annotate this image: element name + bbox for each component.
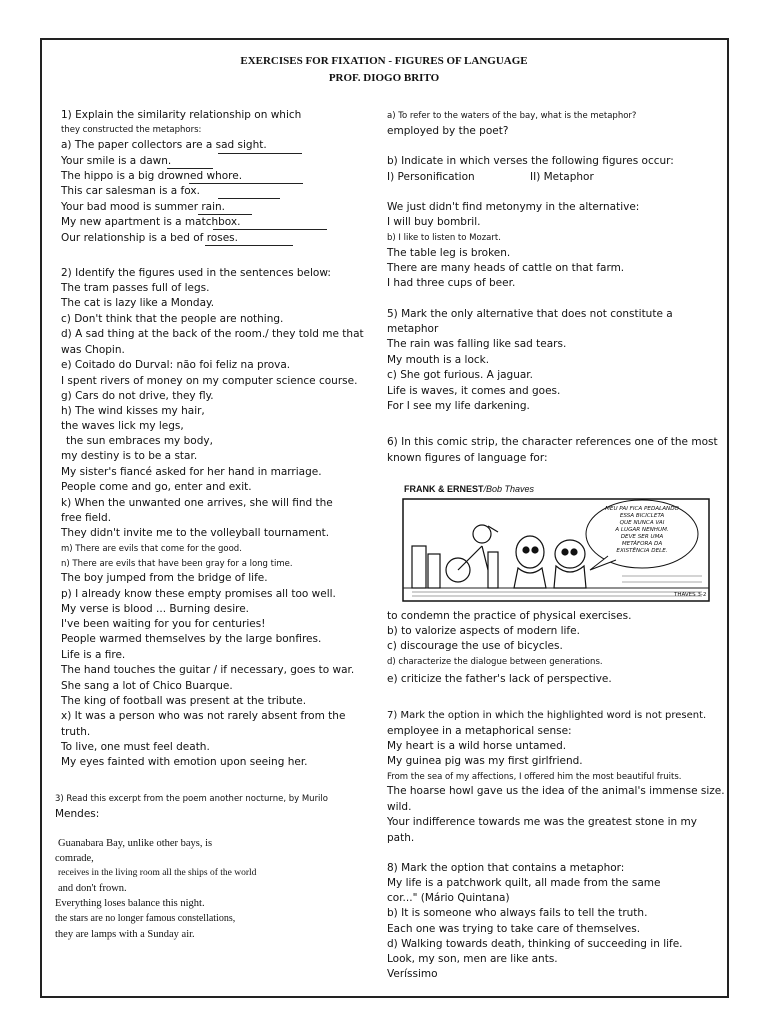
q2-item: People warmed themselves by the large bonfires. bbox=[61, 633, 322, 645]
q2-item: n) There are evils that have been gray for a long time. bbox=[61, 559, 293, 569]
poem-line: Everything loses balance this night. bbox=[55, 898, 205, 909]
q5-item: c) She got furious. A jaguar. bbox=[387, 369, 533, 381]
q4-item: b) I like to listen to Mozart. bbox=[387, 233, 501, 243]
comic-panel bbox=[402, 496, 712, 604]
q8-item: d) Walking towards death, thinking of succeeding in life. bbox=[387, 938, 683, 950]
q2-item: g) Cars do not drive, they fly. bbox=[61, 390, 214, 402]
q1-item: a) The paper collectors are a sad sight. bbox=[61, 139, 267, 151]
comic-title-text: FRANK & ERNEST bbox=[404, 484, 484, 494]
comic-byline: /Bob Thaves bbox=[483, 484, 535, 494]
q2-item: The king of football was present at the tribute. bbox=[61, 695, 307, 707]
q7-prompt-continued: employee in a metaphorical sense: bbox=[387, 725, 572, 737]
q2-item: My sister's fiancé asked for her hand in marriage. bbox=[61, 466, 322, 478]
q8-item: Veríssimo bbox=[387, 968, 438, 980]
q1-prompt-continued: they constructed the metaphors: bbox=[61, 125, 202, 135]
q2-item: The cat is lazy like a Monday. bbox=[61, 297, 215, 309]
q2-item: Life is a fire. bbox=[61, 649, 126, 661]
q8-item: b) It is someone who always fails to tell the truth. bbox=[387, 907, 648, 919]
q6-prompt-continued: known figures of language for: bbox=[387, 452, 548, 464]
balloon-line: DEVE SER UMA bbox=[620, 534, 664, 540]
q2-item: m) There are evils that come for the good. bbox=[61, 544, 242, 554]
poem-line: receives in the living room all the ships of the world bbox=[58, 868, 257, 878]
q2-prompt: 2) Identify the figures used in the sentences below: bbox=[61, 267, 331, 279]
answer-line bbox=[218, 198, 280, 199]
q2-item: To live, one must feel death. bbox=[61, 741, 210, 753]
answer-line bbox=[198, 214, 252, 215]
comic-title bbox=[404, 484, 534, 494]
answer-line bbox=[218, 153, 302, 154]
q2-item: h) The wind kisses my hair, bbox=[61, 405, 205, 417]
poem-line: the stars are no longer famous constellations, bbox=[55, 913, 236, 924]
q2-item: was Chopin. bbox=[61, 344, 125, 356]
poem-line: and don't frown. bbox=[58, 883, 127, 894]
q1-item: Your bad mood is summer rain. bbox=[61, 201, 226, 213]
q2-item: The tram passes full of legs. bbox=[61, 282, 210, 294]
q2-item: d) A sad thing at the back of the room./ they told me that bbox=[61, 328, 364, 340]
q5-item: My mouth is a lock. bbox=[387, 354, 490, 366]
answer-line bbox=[189, 183, 303, 184]
q6-option: b) to valorize aspects of modern life. bbox=[387, 625, 580, 637]
q2-item: p) I already know these empty promises all too well. bbox=[61, 588, 336, 600]
q5-item: The rain was falling like sad tears. bbox=[387, 338, 567, 350]
q7-item: My guinea pig was my first girlfriend. bbox=[387, 755, 583, 767]
q7-item: wild. bbox=[387, 801, 412, 813]
q8-item: Look, my son, men are like ants. bbox=[387, 953, 558, 965]
comic-signature: THAVES 3-2 bbox=[674, 592, 707, 598]
q3-prompt-continued: Mendes: bbox=[55, 808, 100, 820]
q6-option: c) discourage the use of bicycles. bbox=[387, 640, 563, 652]
author-line: PROF. DIOGO BRITO bbox=[328, 72, 440, 84]
q5-prompt-continued: metaphor bbox=[387, 323, 439, 335]
balloon-line: QUE NUNCA VAI bbox=[619, 520, 665, 526]
q7-item: path. bbox=[387, 832, 415, 844]
q7-item: Your indifference towards me was the greatest stone in my bbox=[387, 816, 697, 828]
q2-item: truth. bbox=[61, 726, 91, 738]
q7-item: From the sea of my affections, I offered him the most beautiful fruits. bbox=[387, 772, 682, 782]
balloon-line: A LUGAR NENHUM. bbox=[615, 527, 669, 533]
q7-item: The hoarse howl gave us the idea of the animal's immense size. bbox=[387, 785, 725, 797]
q4-item: I will buy bombril. bbox=[387, 216, 481, 228]
q3-prompt: 3) Read this excerpt from the poem another nocturne, by Murilo bbox=[55, 794, 328, 804]
poem-line: comrade, bbox=[55, 853, 94, 864]
q3a-prompt-continued: employed by the poet? bbox=[387, 125, 509, 137]
q1-item: The hippo is a big drowned whore. bbox=[61, 170, 243, 182]
q1-prompt: 1) Explain the similarity relationship on which bbox=[61, 109, 302, 121]
q1-item: My new apartment is a matchbox. bbox=[61, 216, 241, 228]
q4-item: There are many heads of cattle on that farm. bbox=[387, 262, 625, 274]
q7-prompt: 7) Mark the option in which the highlighted word is not present. bbox=[387, 710, 707, 721]
q6-option: to condemn the practice of physical exercises. bbox=[387, 610, 632, 622]
q8-item: My life is a patchwork quilt, all made from the same bbox=[387, 877, 661, 889]
q6-option: e) criticize the father's lack of perspective. bbox=[387, 673, 612, 685]
q2-item: free field. bbox=[61, 512, 112, 524]
q3b-option: I) Personification bbox=[387, 171, 475, 183]
q4-item: The table leg is broken. bbox=[387, 247, 511, 259]
q1-item: Our relationship is a bed of roses. bbox=[61, 232, 238, 244]
q3a-prompt: a) To refer to the waters of the bay, what is the metaphor? bbox=[387, 111, 637, 121]
q1-item: This car salesman is a fox. bbox=[61, 185, 200, 197]
balloon-line: METÁFORA DA bbox=[621, 541, 663, 547]
q2-item: They didn't invite me to the volleyball tournament. bbox=[61, 527, 330, 539]
q2-item: e) Coitado do Durval: não foi feliz na prova. bbox=[61, 359, 291, 371]
worksheet-title: EXERCISES FOR FIXATION - FIGURES OF LANGUAGE bbox=[240, 55, 528, 67]
q8-item: Each one was trying to take care of themselves. bbox=[387, 923, 641, 935]
q3b-option: II) Metaphor bbox=[530, 171, 594, 183]
poem-line: Guanabara Bay, unlike other bays, is bbox=[58, 838, 213, 849]
q2-item: She sang a lot of Chico Buarque. bbox=[61, 680, 233, 692]
answer-line bbox=[167, 168, 213, 169]
comic-strip bbox=[402, 476, 712, 604]
q2-item: x) It was a person who was not rarely absent from the bbox=[61, 710, 346, 722]
q6-option: d) characterize the dialogue between generations. bbox=[387, 657, 603, 667]
q8-prompt: 8) Mark the option that contains a metaphor: bbox=[387, 862, 625, 874]
balloon-line: MEU PAI FICA PEDALANDO bbox=[605, 506, 679, 512]
q1-item: Your smile is a dawn. bbox=[61, 155, 172, 167]
answer-line bbox=[213, 229, 327, 230]
q2-item: The boy jumped from the bridge of life. bbox=[61, 572, 268, 584]
q7-item: My heart is a wild horse untamed. bbox=[387, 740, 567, 752]
q6-prompt: 6) In this comic strip, the character references one of the most bbox=[387, 436, 718, 448]
q5-item: For I see my life darkening. bbox=[387, 400, 530, 412]
q5-prompt: 5) Mark the only alternative that does not constitute a bbox=[387, 308, 673, 320]
q4-item: I had three cups of beer. bbox=[387, 277, 516, 289]
balloon-line: ESSA BICICLETA bbox=[619, 513, 665, 519]
q2-item: the waves lick my legs, bbox=[61, 420, 184, 432]
q2-item: I spent rivers of money on my computer science course. bbox=[61, 375, 358, 387]
q3b-prompt: b) Indicate in which verses the following figures occur: bbox=[387, 155, 674, 167]
q5-item: Life is waves, it comes and goes. bbox=[387, 385, 561, 397]
q2-item: k) When the unwanted one arrives, she will find the bbox=[61, 497, 333, 509]
q2-item: c) Don't think that the people are nothing. bbox=[61, 313, 284, 325]
answer-line bbox=[205, 245, 293, 246]
q2-item: People come and go, enter and exit. bbox=[61, 481, 252, 493]
balloon-line: EXISTÊNCIA DELE. bbox=[616, 548, 668, 554]
q2-item: My eyes fainted with emotion upon seeing her. bbox=[61, 756, 308, 768]
q2-item: My verse is blood ... Burning desire. bbox=[61, 603, 249, 615]
q2-item: The hand touches the guitar / if necessary, goes to war. bbox=[61, 664, 355, 676]
q8-item: cor..." (Mário Quintana) bbox=[387, 892, 510, 904]
q2-item: I've been waiting for you for centuries! bbox=[61, 618, 266, 630]
q2-item: the sun embraces my body, bbox=[66, 435, 213, 447]
q2-item: my destiny is to be a star. bbox=[61, 450, 198, 462]
q4-prompt: We just didn't find metonymy in the alternative: bbox=[387, 201, 640, 213]
poem-line: they are lamps with a Sunday air. bbox=[55, 929, 195, 940]
